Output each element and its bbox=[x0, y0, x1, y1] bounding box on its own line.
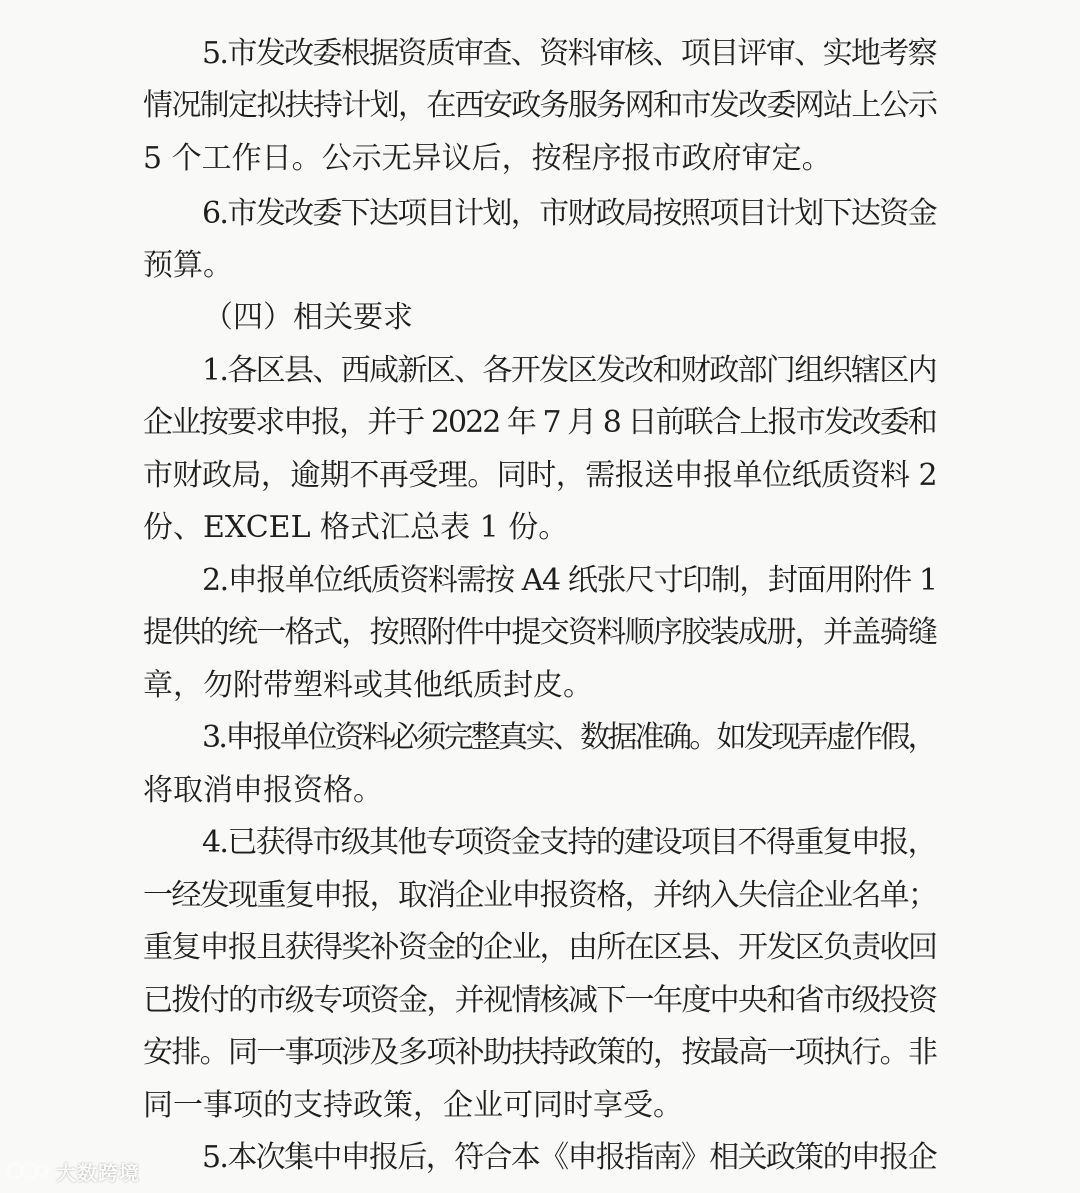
text-line: 提供的统一格式，按照附件中提交资料顺序胶装成册，并盖骑缝 bbox=[143, 615, 937, 650]
watermark-text: 大数跨境 bbox=[56, 1160, 140, 1185]
text-line: 安排。同一事项涉及多项补助扶持政策的，按最高一项执行。非 bbox=[143, 1035, 937, 1070]
text-line: 将取消申报资格。 bbox=[143, 773, 383, 808]
text-line: 1.各区县、西咸新区、各开发区发改和财政部门组织辖区内 bbox=[202, 353, 936, 388]
text-line: 已拨付的市级专项资金，并视情核减下一年度中央和省市级投资 bbox=[143, 983, 937, 1018]
text-line: 企业按要求申报，并于 2022 年 7 月 8 日前联合上报市发改委和 bbox=[143, 405, 936, 440]
text-line: 5.市发改委根据资质审查、资料审核、项目评审、实地考察 bbox=[202, 36, 936, 71]
text-line: 4.已获得市级其他专项资金支持的建设项目不得重复申报， bbox=[202, 825, 936, 860]
watermark bbox=[6, 1154, 140, 1188]
text-line: 情况制定拟扶持计划，在西安政务服务网和市发改委网站上公示 bbox=[143, 88, 937, 123]
text-line: 同一事项的支持政策，企业可同时享受。 bbox=[143, 1088, 683, 1123]
text-line: 5.本次集中申报后，符合本《申报指南》相关政策的申报企 bbox=[202, 1140, 936, 1175]
watermark-logo-icon bbox=[6, 1158, 50, 1184]
text-line: 份、EXCEL 格式汇总表 1 份。 bbox=[143, 510, 569, 545]
text-line: 章，勿附带塑料或其他纸质封皮。 bbox=[143, 668, 593, 703]
text-line: 6.市发改委下达项目计划，市财政局按照项目计划下达资金 bbox=[202, 196, 936, 231]
text-line: 5 个工作日。公示无异议后，按程序报市政府审定。 bbox=[143, 141, 832, 176]
text-line: 一经发现重复申报，取消企业申报资格，并纳入失信企业名单； bbox=[143, 878, 937, 913]
text-line: 3.申报单位资料必须完整真实、数据准确。如发现弄虚作假， bbox=[202, 720, 935, 755]
text-line: 2.申报单位纸质资料需按 A4 纸张尺寸印制，封面用附件 1 bbox=[202, 563, 937, 598]
text-line: 重复申报且获得奖补资金的企业，由所在区县、开发区负责收回 bbox=[143, 930, 937, 965]
text-line: 预算。 bbox=[143, 248, 233, 283]
text-line: 市财政局，逾期不再受理。同时，需报送申报单位纸质资料 2 bbox=[143, 458, 938, 493]
section-heading: （四）相关要求 bbox=[203, 300, 413, 335]
